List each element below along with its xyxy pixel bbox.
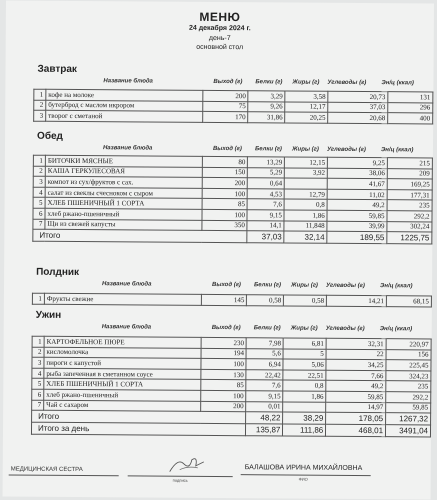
total-protein: 37,03	[247, 231, 284, 243]
fat-value: 0,58	[284, 295, 327, 306]
dish-name: Щи из свежей капусты	[45, 219, 202, 231]
output-value: 150	[202, 167, 248, 178]
fat-value: 3,92	[285, 168, 328, 179]
dish-name: творог с сметаной	[46, 110, 203, 122]
total-label: Итого	[32, 410, 247, 423]
fat-value: 6,81	[283, 338, 326, 349]
breakfast-col-energy: Эн/ц (ккал)	[381, 80, 414, 87]
menu-date: 24 декабря 2024 г.	[188, 24, 251, 33]
output-value: 194	[201, 348, 247, 359]
dish-name: КАРТОФЕЛЬНОЕ ПЮРЕ	[44, 336, 201, 348]
fat-value: 11,848	[284, 221, 327, 232]
dinner-col-carbs: Углеводы (г)	[325, 325, 365, 333]
row-number: 7	[33, 219, 45, 230]
dish-name: ХЛЕБ ПШЕНИЧНЫЙ 1 СОРТА	[44, 379, 201, 391]
row-number: 4	[32, 368, 44, 379]
protein-value: 7,6	[246, 380, 283, 391]
output-value: 145	[201, 294, 247, 305]
row-number: 1	[32, 336, 44, 347]
fat-value: 1,86	[283, 391, 326, 402]
protein-value: 7,6	[248, 199, 285, 210]
fat-value: 0,8	[283, 380, 326, 391]
page-title: МЕНЮ	[199, 9, 241, 25]
energy-value: 156	[386, 349, 431, 360]
breakfast-col-carbs: Углеводы (г)	[327, 79, 367, 87]
fat-value: 0,8	[284, 199, 327, 210]
total-label: Итого	[33, 229, 248, 242]
dish-name: хлеб ржано-пшеничный	[45, 208, 202, 220]
protein-value: 22,42	[246, 369, 283, 380]
fat-value: 12,17	[285, 102, 328, 113]
signature-icon	[168, 454, 208, 476]
fat-value: 3,58	[285, 91, 328, 102]
snack-col-carbs: Углеводы (г)	[326, 282, 365, 290]
carbs-value: 32,31	[326, 338, 386, 349]
fat-value	[283, 402, 326, 413]
fat-value: 20,25	[285, 112, 328, 123]
row-number: 6	[32, 389, 44, 400]
output-value: 100	[202, 188, 248, 199]
protein-value: 9,26	[248, 101, 285, 112]
snack-table	[32, 293, 432, 307]
output-value: 200	[202, 90, 248, 101]
dish-name: КАША ГЕРКУЛЕСОВАЯ	[45, 166, 202, 178]
fat-value: 12,15	[285, 157, 328, 168]
lunch-col-output: Выход (г)	[212, 145, 242, 153]
row-number: 3	[33, 176, 45, 187]
dish-name: БИТОЧКИ МЯСНЫЕ	[45, 155, 202, 167]
dinner-col-fat: Жиры (г)	[290, 325, 318, 332]
output-value: 100	[201, 359, 247, 370]
role-line	[9, 475, 119, 477]
fat-value	[285, 178, 328, 189]
energy-value: 302,24	[387, 221, 432, 232]
dish-name: ХЛЕБ ПШЕНИЧНЫЙ 1 СОРТА	[45, 198, 202, 210]
output-value: 130	[201, 369, 247, 380]
protein-value: 3,29	[248, 91, 285, 102]
row-number: 5	[33, 198, 45, 209]
protein-value: 6,94	[246, 359, 283, 370]
breakfast-col-dish: Название блюда	[103, 78, 153, 85]
total-energy: 1225,75	[387, 232, 432, 244]
breakfast-col-output: Выход (г)	[213, 78, 243, 86]
output-value: 200	[202, 178, 248, 189]
total-row	[33, 229, 432, 244]
dinner-col-dish: Название блюда	[101, 324, 152, 331]
energy-value: 296	[388, 102, 433, 113]
row-number: 7	[32, 400, 44, 411]
breakfast-title: Завтрак	[37, 63, 77, 76]
row-number: 6	[33, 208, 45, 219]
total-carbs: 468,01	[326, 424, 386, 436]
carbs-value: 49,2	[326, 381, 386, 392]
menu-sheet	[3, 1, 434, 500]
row-number: 2	[33, 166, 45, 177]
carbs-value: 11,02	[327, 189, 387, 200]
snack-col-dish: Название блюда	[102, 281, 152, 288]
menu-type: основной стол	[196, 43, 244, 52]
protein-value: 5,6	[246, 348, 283, 359]
protein-value: 9,15	[247, 210, 284, 221]
protein-value: 4,53	[248, 188, 285, 199]
energy-value: 235	[386, 381, 431, 392]
dinner-table	[31, 336, 432, 438]
total-energy: 1267,32	[386, 413, 431, 425]
protein-value: 0,64	[248, 178, 285, 189]
carbs-value: 41,67	[327, 178, 387, 189]
signature-label: подпись	[172, 477, 188, 483]
output-value: 100	[200, 390, 246, 401]
fat-value: 22,51	[283, 370, 326, 381]
row-number: 3	[34, 110, 46, 121]
dinner-col-protein: Белки (г)	[253, 325, 281, 332]
carbs-value: 20,73	[328, 91, 388, 102]
row-number: 4	[33, 187, 45, 198]
output-value: 200	[200, 401, 246, 412]
dish-name: рыба запеченная в сметанном соусе	[44, 368, 201, 380]
protein-value: 7,98	[247, 338, 284, 349]
output-value: 80	[202, 156, 248, 167]
carbs-value: 49,2	[327, 200, 387, 211]
snack-col-protein: Белки (г)	[254, 282, 282, 289]
lunch-col-protein: Белки (г)	[254, 146, 282, 153]
table-row	[34, 110, 433, 123]
output-value: 350	[202, 220, 248, 231]
menu-day: день-7	[208, 34, 231, 43]
energy-value: 131	[388, 92, 433, 103]
row-number: 1	[32, 293, 44, 304]
lunch-table	[32, 155, 433, 245]
protein-value: 5,29	[248, 167, 285, 178]
snack-col-fat: Жиры (г)	[291, 282, 318, 289]
lunch-col-fat: Жиры (г)	[291, 146, 319, 153]
energy-value: 292,2	[387, 211, 432, 222]
output-value: 100	[202, 209, 248, 220]
footer-role: МЕДИЦИНСКАЯ СЕСТРА	[10, 466, 83, 474]
output-value: 85	[200, 380, 246, 391]
dish-name: бутерброд с маслом икрором	[46, 100, 203, 112]
energy-value: 324,23	[386, 370, 431, 381]
carbs-value: 39,99	[327, 221, 387, 232]
total-label: Итого за день	[31, 422, 246, 435]
energy-value: 235	[387, 200, 432, 211]
breakfast-table	[33, 89, 433, 125]
energy-value: 59,85	[386, 402, 431, 413]
snack-col-energy: Эн/ц (ккал)	[379, 283, 413, 290]
row-number: 1	[33, 155, 45, 166]
lunch-col-carbs: Углеводы (г)	[326, 146, 366, 154]
fat-value: 5,06	[283, 359, 326, 370]
total-carbs: 178,05	[326, 412, 386, 424]
energy-value: 68,15	[386, 296, 431, 307]
total-fat: 111,86	[283, 424, 326, 436]
total-carbs: 189,55	[327, 231, 387, 243]
protein-value: 13,29	[248, 157, 285, 168]
row-number: 5	[32, 379, 44, 390]
dish-name: салат из свеклы счесноком с сыром	[45, 187, 202, 199]
dish-name: кофе на молоке	[46, 89, 203, 101]
snack-col-output: Выход (г)	[212, 281, 241, 289]
dish-name: пироги с капустой	[44, 357, 201, 369]
dish-name: кисломолочка	[44, 347, 201, 359]
fat-value: 1,86	[284, 210, 327, 221]
protein-value: 0,01	[246, 401, 283, 412]
total-energy: 3491,04	[385, 425, 430, 437]
total-protein: 48,22	[246, 412, 283, 424]
dish-name: хлеб ржано-пшеничный	[44, 389, 201, 401]
carbs-value: 7,66	[326, 370, 386, 381]
lunch-title: Обед	[37, 130, 63, 142]
dish-name: компот из сух/фруктов с сах.	[45, 176, 202, 188]
carbs-value: 22	[326, 349, 386, 360]
dinner-col-energy: Эн/ц (ккал)	[379, 326, 413, 333]
protein-value: 14,1	[247, 220, 284, 231]
protein-value: 0,58	[247, 295, 284, 306]
breakfast-col-protein: Белки (г)	[255, 79, 283, 86]
dinner-col-output: Выход (г)	[211, 324, 241, 332]
total-fat: 32,14	[284, 231, 327, 243]
carbs-value: 9,25	[328, 157, 388, 168]
row-number: 3	[32, 357, 44, 368]
protein-value: 9,15	[246, 391, 283, 402]
footer-name: БАЛАШОВА ИРИНА МИХАЙЛОВНА	[244, 464, 363, 473]
energy-value: 215	[387, 158, 432, 169]
carbs-value: 59,85	[326, 391, 386, 402]
energy-value: 169,25	[387, 179, 432, 190]
row-number: 1	[34, 89, 46, 100]
fat-value: 12,79	[284, 189, 327, 200]
carbs-value: 20,68	[328, 112, 388, 123]
lunch-col-dish: Название блюда	[102, 145, 153, 152]
energy-value: 209	[387, 168, 432, 179]
snack-title: Полдник	[36, 266, 80, 279]
dish-name: Чай с сахаром	[44, 400, 201, 412]
carbs-value: 59,85	[327, 210, 387, 221]
row-number: 2	[34, 100, 46, 111]
dish-name: Фрукты свежие	[44, 293, 201, 305]
dinner-title: Ужин	[35, 309, 62, 321]
total-fat: 38,29	[283, 412, 326, 424]
carbs-value: 38,06	[328, 168, 388, 179]
lunch-col-energy: Эн/ц (ккал)	[380, 147, 414, 154]
carbs-value: 14,21	[327, 295, 387, 306]
output-value: 85	[202, 199, 248, 210]
energy-value: 220,97	[386, 339, 431, 350]
energy-value: 400	[388, 113, 433, 124]
row-number: 2	[32, 347, 44, 358]
carbs-value: 37,03	[328, 102, 388, 113]
carbs-value: 14,97	[326, 402, 386, 413]
energy-value: 177,31	[387, 189, 432, 200]
carbs-value: 34,25	[326, 359, 386, 370]
table-row	[32, 293, 431, 306]
total-row	[31, 422, 430, 437]
breakfast-col-fat: Жиры (г)	[292, 79, 320, 86]
fio-label: ФИО	[298, 476, 308, 482]
energy-value: 225,45	[386, 360, 431, 371]
energy-value: 292,2	[386, 392, 431, 403]
total-protein: 135,87	[246, 424, 283, 436]
fat-value: 5	[283, 349, 326, 360]
output-value: 170	[202, 112, 248, 123]
protein-value: 31,86	[248, 112, 285, 123]
output-value: 75	[202, 101, 248, 112]
output-value: 230	[201, 337, 247, 348]
